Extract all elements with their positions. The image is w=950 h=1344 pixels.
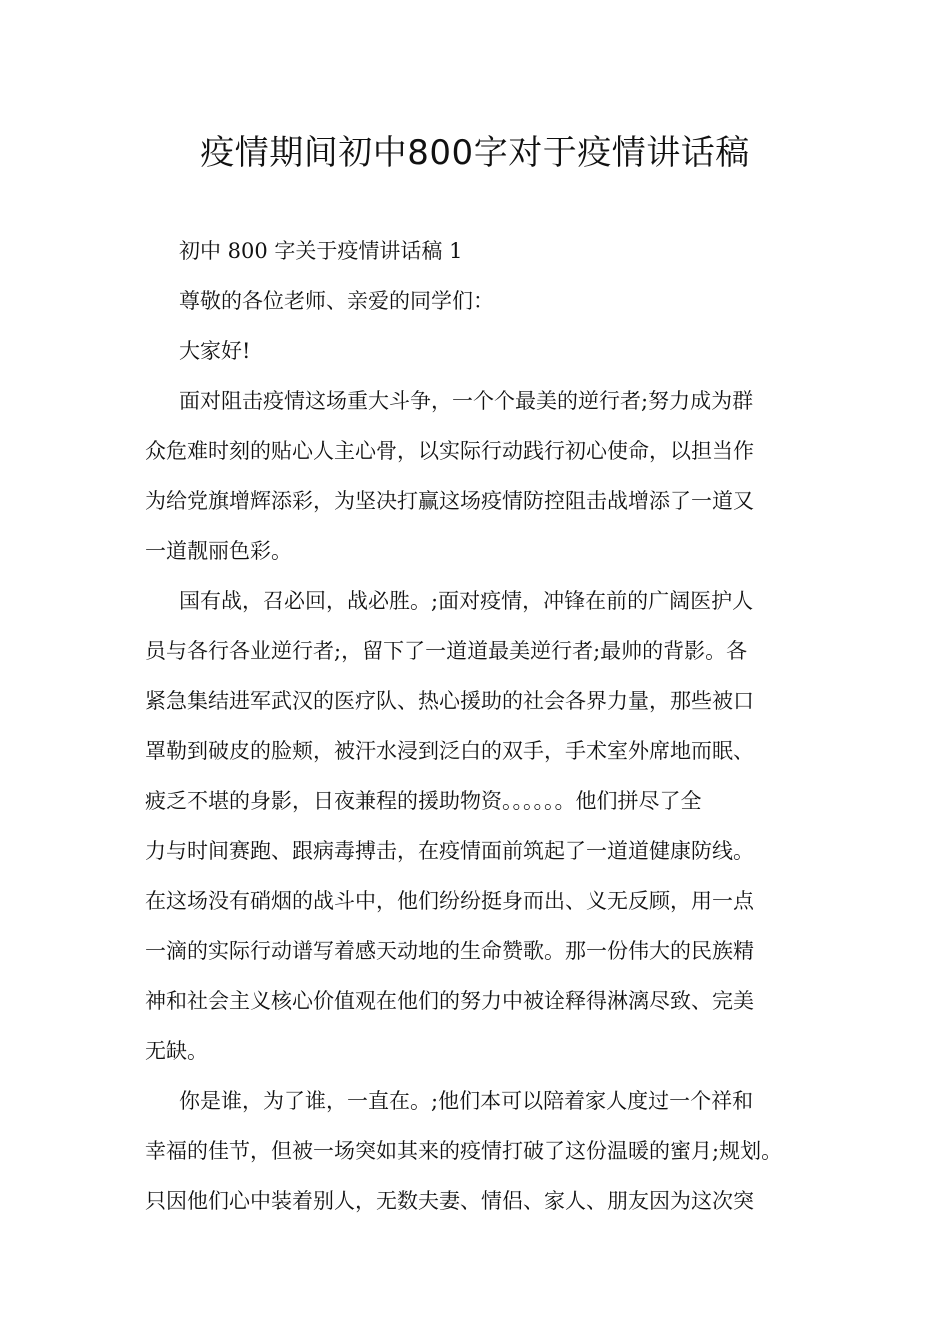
paragraph-salutation bbox=[145, 276, 825, 326]
paragraph-line: 幸福的佳节，但被一场突如其来的疫情打破了这份温暖的蜜月;规划。 bbox=[145, 1139, 783, 1163]
paragraph-line: 罩勒到破皮的脸颊，被汗水浸到泛白的双手，手术室外席地而眠、 bbox=[145, 739, 754, 763]
paragraph-line: 初中 800 字关于疫情讲话稿 1 bbox=[179, 239, 463, 263]
paragraph-line: 你是谁，为了谁，一直在。;他们本可以陪着家人度过一个祥和 bbox=[179, 1089, 754, 1113]
paragraph-line: 大家好! bbox=[179, 339, 251, 363]
paragraph-line: 员与各行各业逆行者;，留下了一道道最美逆行者;最帅的背影。各 bbox=[145, 639, 748, 663]
paragraph-line: 国有战，召必回，战必胜。;面对疫情，冲锋在前的广阔医护人 bbox=[179, 589, 754, 613]
paragraph-line: 一道靓丽色彩。 bbox=[145, 539, 292, 563]
paragraph-line: 疲乏不堪的身影，日夜兼程的援助物资。。。。。。他们拼尽了全 bbox=[145, 789, 702, 813]
paragraph-line: 为给党旗增辉添彩，为坚决打赢这场疫情防控阻击战增添了一道又 bbox=[145, 489, 754, 513]
paragraph-line: 在这场没有硝烟的战斗中，他们纷纷挺身而出、义无反顾，用一点 bbox=[145, 889, 754, 913]
paragraph-subtitle bbox=[145, 226, 825, 276]
paragraph-line: 无缺。 bbox=[145, 1039, 208, 1063]
paragraph-greeting bbox=[145, 326, 825, 376]
paragraph-line: 只因他们心中装着别人，无数夫妻、情侣、家人、朋友因为这次突 bbox=[145, 1189, 754, 1213]
paragraph-body-2 bbox=[145, 576, 825, 1076]
paragraph-line: 力与时间赛跑、跟病毒搏击，在疫情面前筑起了一道道健康防线。 bbox=[145, 839, 754, 863]
paragraph-line: 神和社会主义核心价值观在他们的努力中被诠释得淋漓尽致、完美 bbox=[145, 989, 754, 1013]
paragraph-line: 紧急集结进军武汉的医疗队、热心援助的社会各界力量，那些被口 bbox=[145, 689, 754, 713]
document-title: 疫情期间初中800字对于疫情讲话稿 bbox=[200, 133, 750, 173]
paragraph-line: 尊敬的各位老师、亲爱的同学们： bbox=[179, 289, 494, 313]
paragraph-line: 一滴的实际行动谱写着感天动地的生命赞歌。那一份伟大的民族精 bbox=[145, 939, 754, 963]
document-body bbox=[145, 226, 825, 1226]
paragraph-line: 面对阻击疫情这场重大斗争，一个个最美的逆行者;努力成为群 bbox=[179, 389, 754, 413]
paragraph-line: 众危难时刻的贴心人主心骨，以实际行动践行初心使命，以担当作 bbox=[145, 439, 754, 463]
paragraph-body-1 bbox=[145, 376, 825, 576]
paragraph-body-3 bbox=[145, 1076, 825, 1226]
